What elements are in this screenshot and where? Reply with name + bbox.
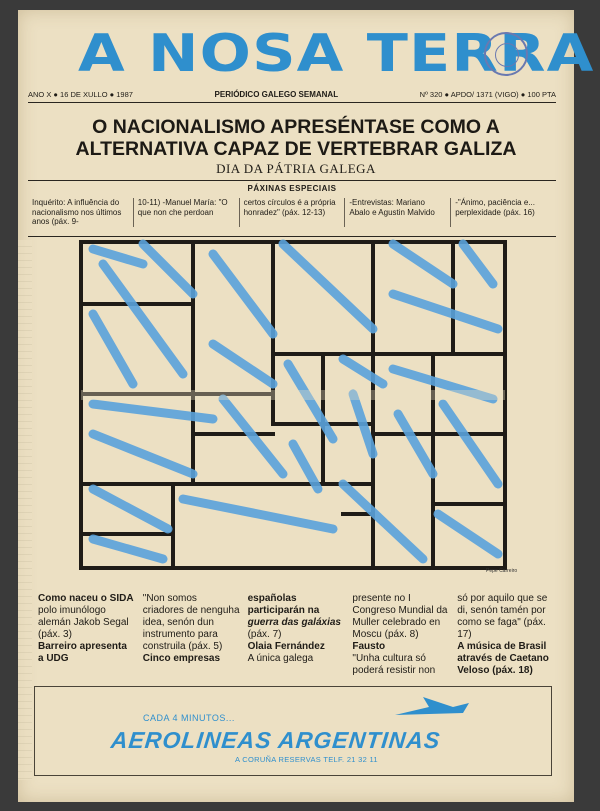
headline-line-1: O NACIONALISMO APRESÉNTASE COMO A xyxy=(92,116,500,138)
teaser-columns xyxy=(34,593,558,677)
subheadline: DIA DA PÁTRIA GALEGA xyxy=(216,161,376,176)
ad-tagline: CADA 4 MINUTOS... xyxy=(143,713,235,723)
airline-advertisement xyxy=(34,686,552,776)
teaser-column-4: presente no I Congreso Mundial da Muller celebrado en Moscu (páx. 8) Fausto "Unha cultura só poderá resistir non xyxy=(352,593,448,676)
main-headline xyxy=(18,116,574,160)
issue-number-price: Nº 320 ● APDO/ 1371 (VIGO) ● 100 PTA xyxy=(419,90,556,99)
library-stamp-icon xyxy=(484,32,528,76)
teaser-column-1: Como naceu o SIDA polo imunólogo alemán Jakob Segal (páx. 3) Barreiro apresenta a UDG xyxy=(38,593,134,664)
special-pages-title: PÁXINAS ESPECIAIS xyxy=(247,184,337,193)
teaser-column-5: só por aquilo que se di, senón tamén por como se faga" (páx. 17) A música de Brasil através de Caetano Veloso (páx. 18) xyxy=(457,593,549,676)
cover-artwork xyxy=(73,234,513,576)
masthead-title: A NOSA TERRA xyxy=(78,24,595,84)
artwork-credit: Pepe Carreiro xyxy=(486,568,518,574)
special-column-5: -"Ánimo, paciência e... perplexidade (páx. 16) xyxy=(450,198,556,227)
special-column-1: Inquérito: A influência do nacionalismo nos últimos anos (páx. 9- xyxy=(32,198,122,226)
issue-date: ANO X ● 16 DE XULLO ● 1987 xyxy=(28,90,133,99)
ad-phone-line: A CORUÑA RESERVAS TELF. 21 32 11 xyxy=(235,755,378,764)
newspaper-page xyxy=(18,10,595,802)
special-column-3: certos círculos é a própria honradez" (páx. 12-13) xyxy=(239,198,345,227)
airline-logo-icon xyxy=(393,695,471,719)
info-bar xyxy=(28,90,556,103)
headline-line-2: ALTERNATIVA CAPAZ DE VERTEBRAR GALIZA xyxy=(75,138,517,160)
binding-margin xyxy=(18,240,32,780)
teaser-column-2: "Non somos criadores de nenguha idea, senón dun instrumento para construila (páx. 5) Cinco empresas xyxy=(142,593,240,664)
periodical-label: PERIÓDICO GALEGO SEMANAL xyxy=(214,90,339,99)
special-column-4: -Entrevistas: Mariano Abalo e Agustin Malvido xyxy=(344,198,450,227)
ad-brand-name: AEROLINEAS ARGENTINAS xyxy=(109,727,442,753)
special-pages-box xyxy=(28,180,556,237)
special-column-2: 10-11) -Manuel María: "O que non che perdoan xyxy=(133,198,239,227)
teaser-column-3: españolas participarán na guerra das galáxias (páx. 7) Olaia Fernández A única galega xyxy=(247,593,341,664)
